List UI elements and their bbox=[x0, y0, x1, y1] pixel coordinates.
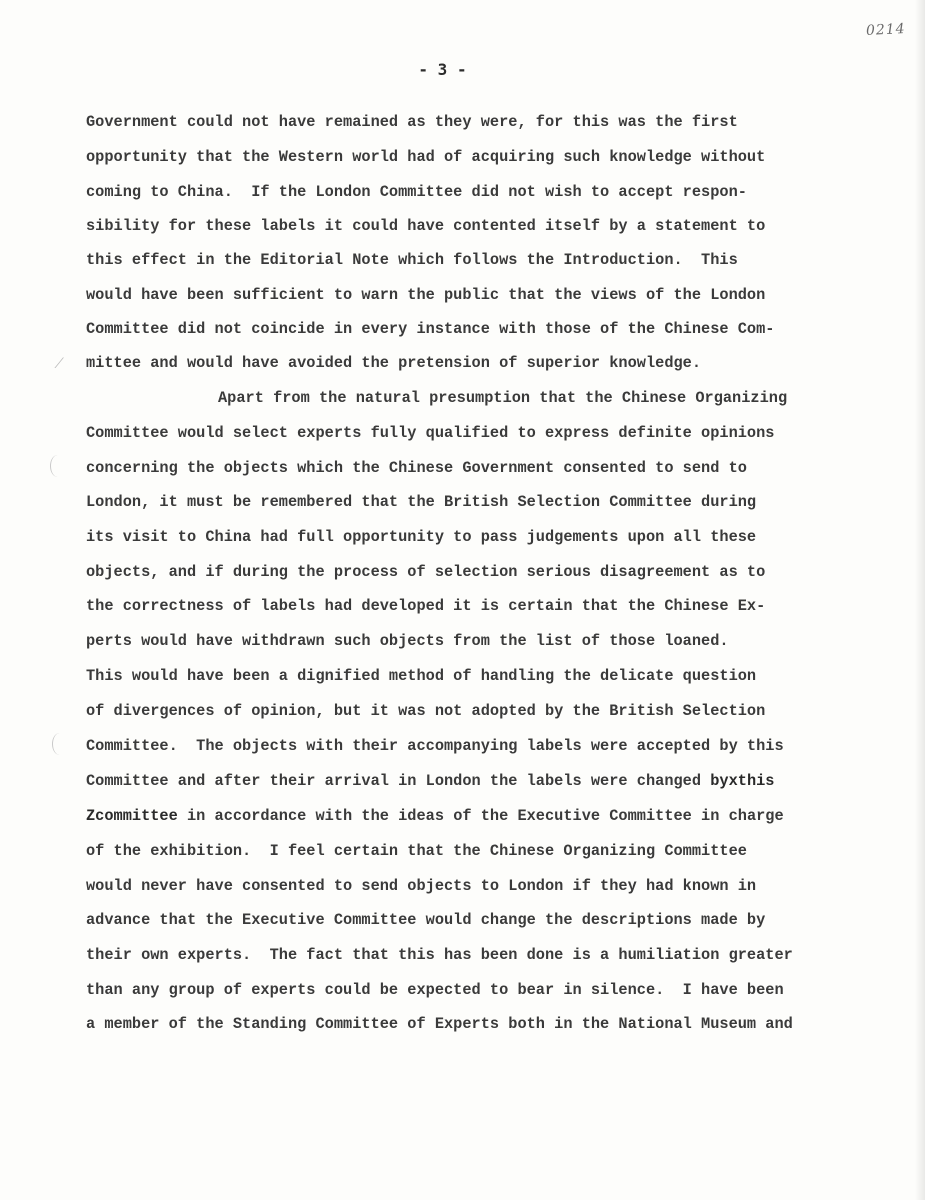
struck-text: byxthis bbox=[710, 772, 775, 790]
page-number: - 3 - bbox=[418, 60, 467, 79]
text-line: Committee did not coincide in every instance with those of the Chinese Com- bbox=[86, 320, 775, 338]
text-line: mittee and would have avoided the pretension of superior knowledge. bbox=[86, 354, 702, 372]
text-line: of the exhibition. I feel certain that the Chinese Organizing Committee bbox=[86, 842, 747, 860]
text-line-segment: Committee and after their arrival in London the labels were changed bbox=[86, 772, 702, 790]
handwritten-page-number: 0214 bbox=[865, 20, 907, 40]
text-line bbox=[86, 771, 775, 791]
text-line: concerning the objects which the Chinese Government consented to send to bbox=[86, 459, 747, 477]
text-line: objects, and if during the process of selection serious disagreement as to bbox=[86, 563, 766, 581]
text-line: advance that the Executive Committee would change the descriptions made by bbox=[86, 911, 766, 929]
text-line-segment: in accordance with the ideas of the Executive Committee in charge bbox=[186, 807, 784, 825]
text-line: their own experts. The fact that this has been done is a humiliation greater bbox=[86, 946, 793, 964]
text-line: would have been sufficient to warn the public that the views of the London bbox=[86, 286, 766, 304]
text-line: perts would have withdrawn such objects from the list of those loaned. bbox=[86, 632, 729, 650]
text-line: London, it must be remembered that the British Selection Committee during bbox=[86, 493, 757, 511]
text-line: This would have been a dignified method of handling the delicate question bbox=[86, 667, 757, 685]
struck-text: Zcommittee bbox=[86, 807, 178, 825]
text-line: the correctness of labels had developed it is certain that the Chinese Ex- bbox=[86, 597, 766, 615]
text-line: Apart from the natural presumption that the Chinese Organizing bbox=[218, 389, 788, 407]
punch-hole-mark bbox=[52, 733, 67, 755]
text-line: Committee would select experts fully qualified to express definite opinions bbox=[86, 424, 775, 442]
text-line: would never have consented to send objects to London if they had known in bbox=[86, 877, 757, 895]
text-line: than any group of experts could be expected to bear in silence. I have been bbox=[86, 981, 784, 999]
text-line: its visit to China had full opportunity to pass judgements upon all these bbox=[86, 528, 757, 546]
punch-hole-mark bbox=[50, 455, 65, 477]
text-line: sibility for these labels it could have contented itself by a statement to bbox=[86, 217, 766, 235]
text-line: coming to China. If the London Committee did not wish to accept respon- bbox=[86, 183, 747, 201]
text-line: this effect in the Editorial Note which follows the Introduction. This bbox=[86, 251, 738, 269]
text-line: Committee. The objects with their accompanying labels were accepted by this bbox=[86, 737, 784, 755]
text-line: Government could not have remained as they were, for this was the first bbox=[86, 113, 738, 131]
text-line bbox=[86, 806, 784, 826]
text-line: of divergences of opinion, but it was not adopted by the British Selection bbox=[86, 702, 766, 720]
page-edge-shadow bbox=[915, 0, 925, 1200]
text-line: a member of the Standing Committee of Experts both in the National Museum and bbox=[86, 1015, 793, 1033]
margin-smudge-mark: ⁄ bbox=[58, 356, 61, 372]
text-line: opportunity that the Western world had of acquiring such knowledge without bbox=[86, 148, 766, 166]
